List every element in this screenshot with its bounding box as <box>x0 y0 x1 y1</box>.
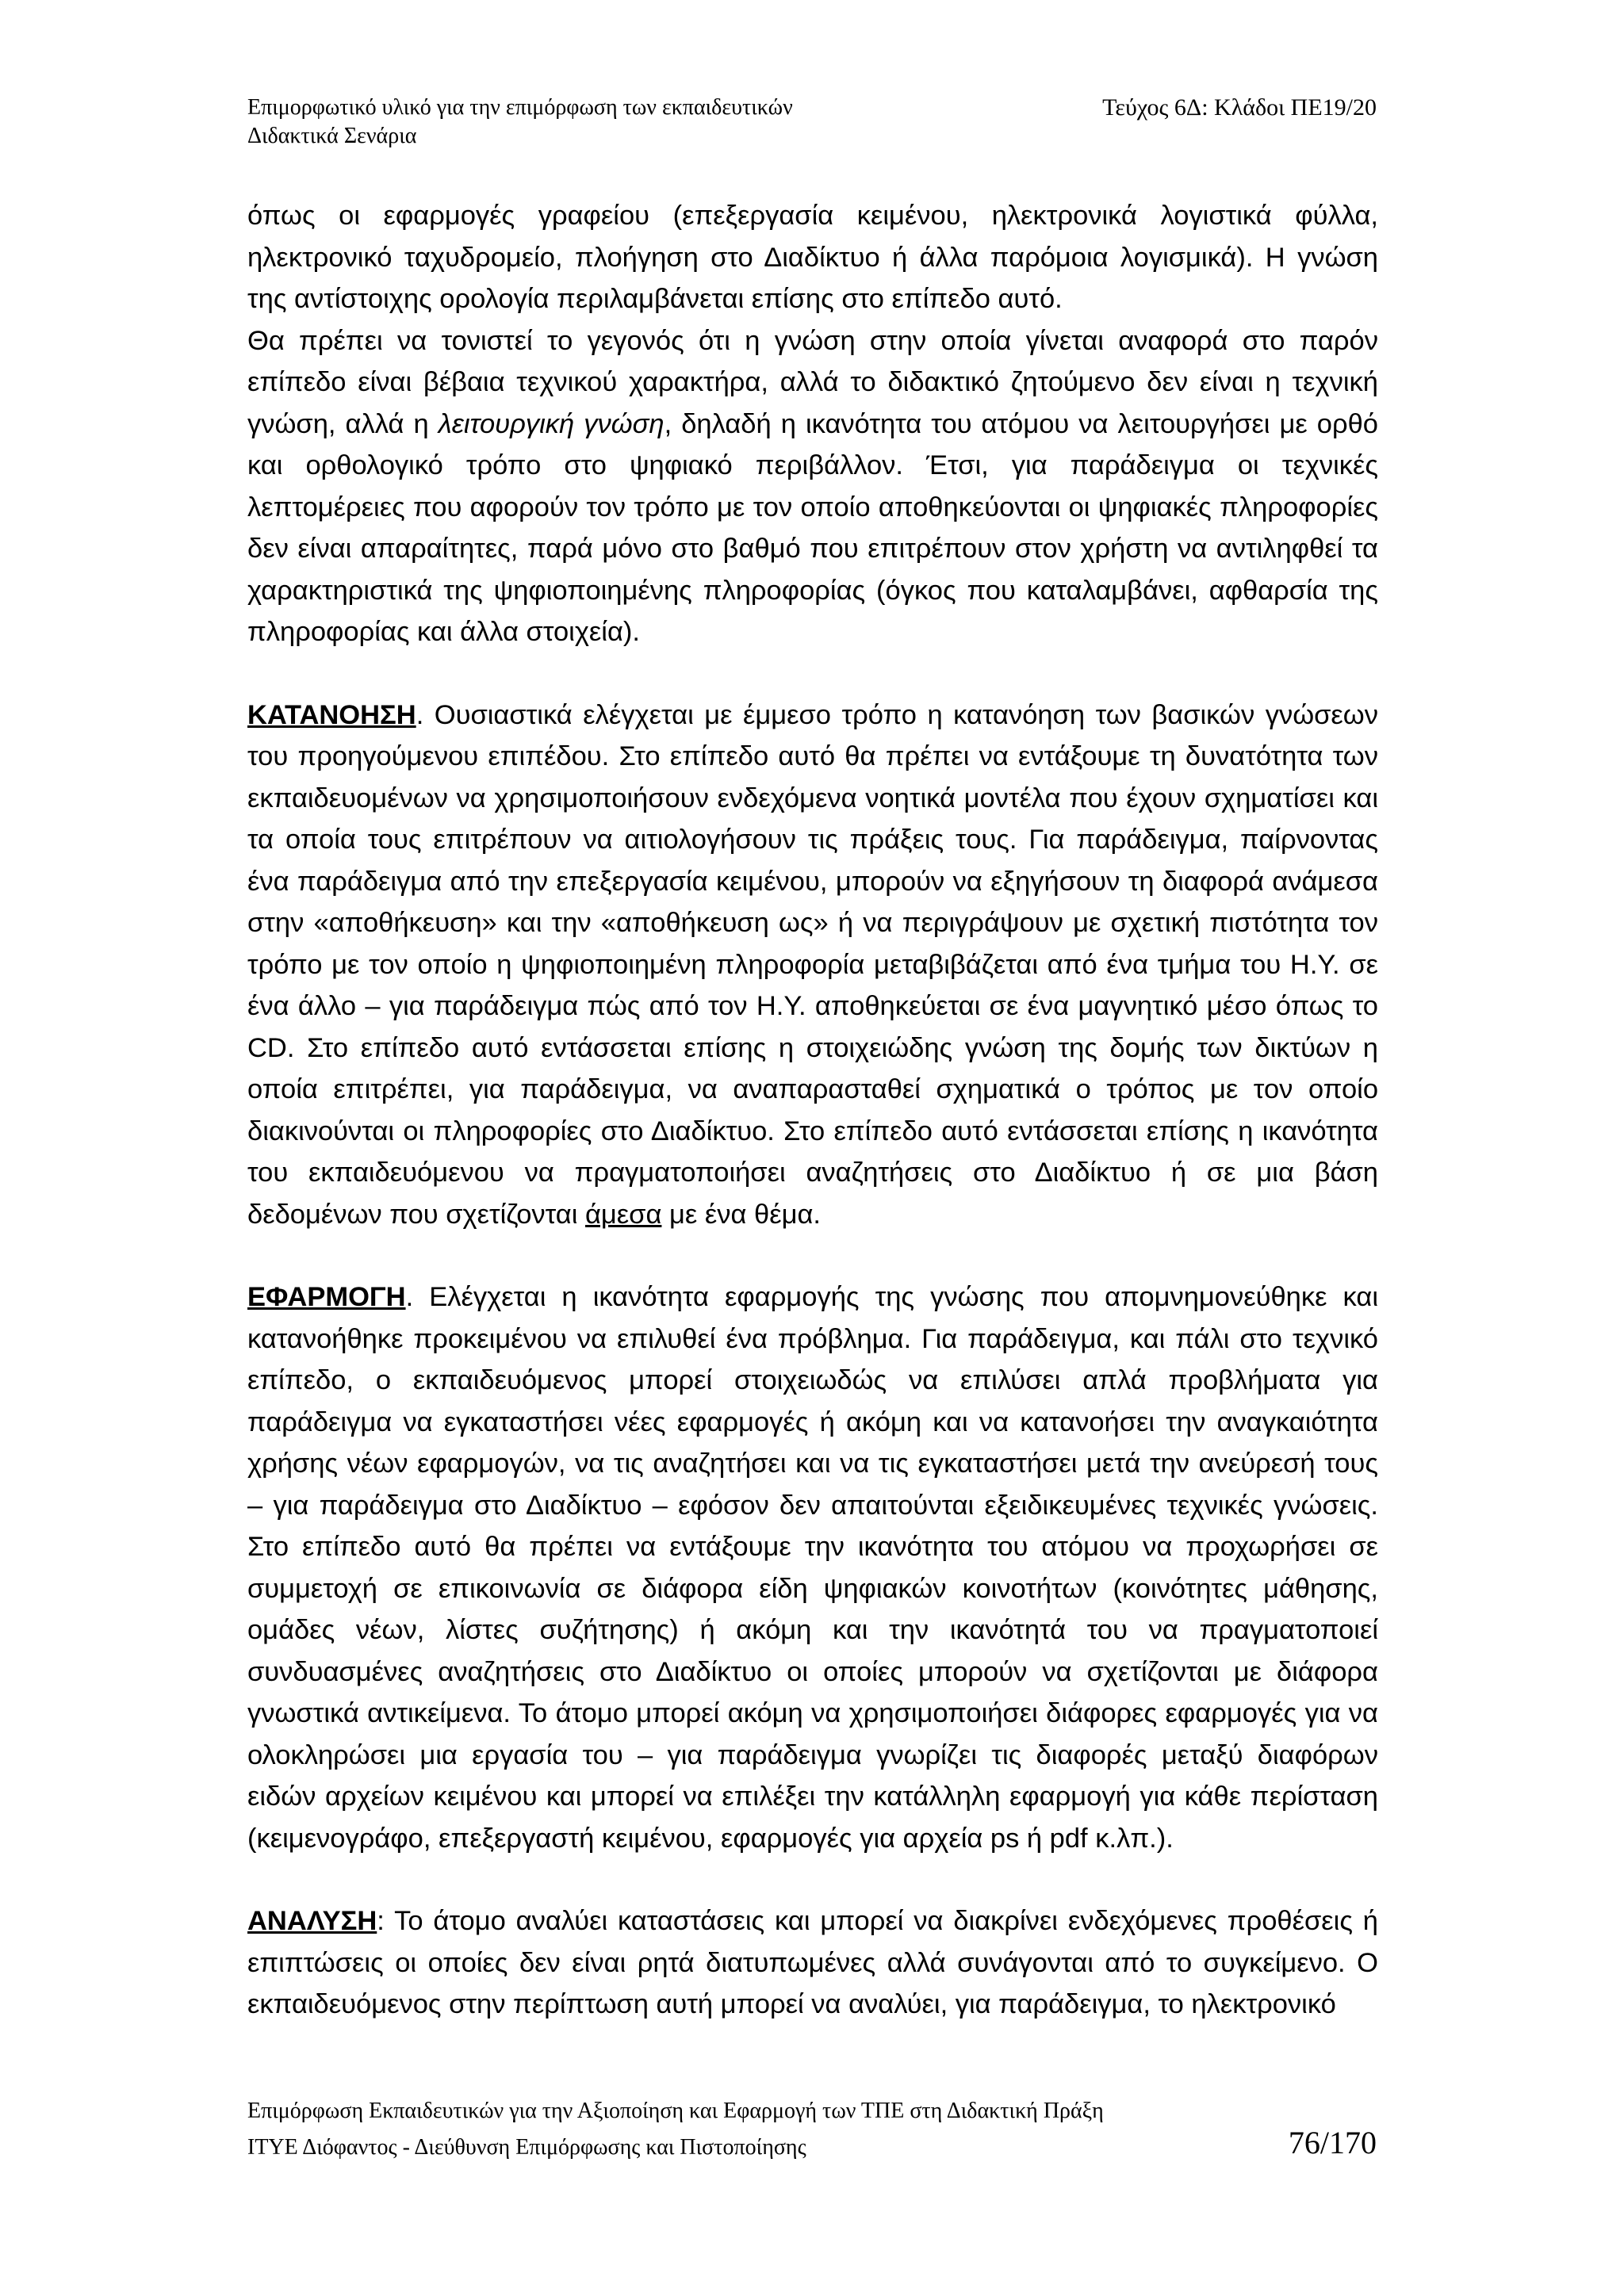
paragraph-2-text-b: , δηλαδή η ικανότητα του ατόμου να λειτουργήσει με ορθό και ορθολογικό τρόπο στο ψηφιακό περιβάλλον. Έτσι, για παράδειγμα οι τεχνικές λεπτομέρειες που αφορούν τον τρόπο με τον οποίο αποθηκεύονται οι ψηφιακές πληροφορίες δεν είναι απαραίτητες, παρά μόνο στο βαθμό που επιτρέπουν στον χρήστη να αντιληφθεί τα χαρακτηριστικά της ψηφιοποιημένης πληροφορίας (όγκος που καταλαμβάνει, αφθαρσία της πληροφορίας και άλλα στοιχεία). <box>247 408 1378 647</box>
page-footer <box>247 2093 1377 2166</box>
header-left <box>247 94 793 151</box>
paragraph-2 <box>247 320 1378 653</box>
header-issue: Τεύχος 6Δ: Κλάδοι ΠΕ19/20 <box>1102 94 1377 121</box>
footer-title: Επιμόρφωση Εκπαιδευτικών για την Αξιοποίηση και Εφαρμογή των ΤΠΕ στη Διδακτική Πράξη <box>247 2099 1104 2123</box>
paragraph-1: όπως οι εφαρμογές γραφείου (επεξεργασία κειμένου, ηλεκτρονικά λογιστικά φύλλα, ηλεκτρονικό ταχυδρομείο, πλοήγηση στο Διαδίκτυο ή άλλα παρόμοια λογισμικά). Η γνώση της αντίστοιχης ορολογία περιλαμβάνεται επίσης στο επίπεδο αυτό. <box>247 201 1378 314</box>
paragraph-comprehension-text-a: . Ουσιαστικά ελέγχεται με έμμεσο τρόπο η κατανόηση των βασικών γνώσεων του προηγούμενου επιπέδου. Στο επίπεδο αυτό θα πρέπει να εντάξουμε τη δυνατότητα των εκπαιδευομένων να χρησιμοποιήσουν ενδεχόμενα νοητικά μοντέλα που έχουν σχηματίσει και τα οποία τους επιτρέπουν να αιτιολογήσουν τις πράξεις τους. Για παράδειγμα, παίρνοντας ένα παράδειγμα από την επεξεργασία κειμένου, μπορούν να εξηγήσουν τη διαφορά ανάμεσα στην «αποθήκευση» και την «αποθήκευση ως» ή να περιγράψουν με σχετική πιστότητα τον τρόπο με τον οποίο η ψηφιοποιημένη πληροφορία μεταβιβάζεται από ένα τμήμα του Η.Υ. σε ένα άλλο – για παράδειγμα πώς από τον Η.Υ. αποθηκεύεται σε ένα μαγνητικό μέσο όπως το CD. Στο επίπεδο αυτό εντάσσεται επίσης η στοιχειώδης γνώση της δομής των δικτύων η οποία επιτρέπει, για παράδειγμα, να αναπαρασταθεί σχηματικά ο τρόπος με τον οποίο διακινούνται οι πληροφορίες στο Διαδίκτυο. Στο επίπεδο αυτό εντάσσεται επίσης η ικανότητα του εκπαιδευόμενου να πραγματοποιήσει αναζητήσεις στο Διαδίκτυο ή σε μια βάση δεδομένων που σχετίζονται <box>247 699 1378 1230</box>
paragraph-analysis <box>247 1900 1378 2026</box>
paragraph-comprehension-text-b: με ένα θέμα. <box>661 1199 821 1230</box>
page-number: 76/170 <box>1288 2125 1377 2160</box>
paragraph-analysis-text: : Το άτομο αναλύει καταστάσεις και μπορεί να διακρίνει ενδεχόμενες προθέσεις ή επιπτώσεις οι οποίες δεν είναι ρητά διατυπωμένες αλλά συνάγονται από το συγκείμενο. Ο εκπαιδευόμενος στην περίπτωση αυτή μπορεί να αναλύει, για παράδειγμα, το ηλεκτρονικό <box>247 1906 1378 2019</box>
paragraph-application <box>247 1276 1378 1859</box>
footer-line-2 <box>247 2125 1377 2166</box>
paragraph-application-text: . Ελέγχεται η ικανότητα εφαρμογής της γνώσης που απομνημονεύθηκε και κατανοήθηκε προκειμένου να επιλυθεί ένα πρόβλημα. Για παράδειγμα, και πάλι στο τεχνικό επίπεδο, ο εκπαιδευόμενος μπορεί στοιχειωδώς να επιλύσει απλά προβλήματα για παράδειγμα να εγκαταστήσει νέες εφαρμογές ή ακόμη και να κατανοήσει την αναγκαιότητα χρήσης νέων εφαρμογών, να τις αναζητήσει και να τις εγκαταστήσει μετά την ανεύρεσή τους – για παράδειγμα στο Διαδίκτυο – εφόσον δεν απαιτούνται εξειδικευμένες τεχνικές γνώσεις. Στο επίπεδο αυτό θα πρέπει να εντάξουμε την ικανότητα του ατόμου να προχωρήσει σε συμμετοχή σε επικοινωνία σε διάφορα είδη ψηφιακών κοινοτήτων (κοινότητες μάθησης, ομάδες νέων, λίστες συζήτησης) ή ακόμη και την ικανότητά του να πραγματοποιεί συνδυασμένες αναζητήσεις στο Διαδίκτυο οι οποίες μπορούν να σχετίζονται με διάφορα γνωστικά αντικείμενα. Το άτομο μπορεί ακόμη να χρησιμοποιήσει διάφορες εφαρμογές για να ολοκληρώσει μια εργασία του – για παράδειγμα γνωρίζει τις διαφορές μεταξύ διαφόρων ειδών αρχείων κειμένου και μπορεί να επιλέξει την κατάλληλη εφαρμογή για κάθε περίσταση (κειμενογράφο, επεξεργαστή κειμένου, εφαρμογές για αρχεία ps ή pdf κ.λπ.). <box>247 1282 1378 1854</box>
term-analysis: ΑΝΑΛΥΣΗ <box>247 1906 377 1936</box>
functional-knowledge-emphasis: λειτουργική γνώση <box>438 408 665 439</box>
term-comprehension: ΚΑΤΑΝΟΗΣΗ <box>247 699 416 730</box>
header-title: Επιμορφωτικό υλικό για την επιμόρφωση των εκπαιδευτικών <box>247 95 793 120</box>
header-subtitle: Διδακτικά Σενάρια <box>247 124 417 148</box>
page-body <box>247 195 1378 2026</box>
footer-organization: ΙΤΥΕ Διόφαντος - Διεύθυνση Επιμόρφωσης και Πιστοποίησης <box>247 2135 806 2160</box>
underlined-directly: άμεσα <box>584 1199 662 1230</box>
paragraph-comprehension <box>247 695 1378 1236</box>
term-application: ΕΦΑΡΜΟΓΗ <box>247 1282 406 1312</box>
paragraph-2-text-a: Θα πρέπει να τονιστεί το γεγονός ότι η γνώση στην οποία γίνεται αναφορά στο παρόν επίπεδο είναι βέβαια τεχνικού χαρακτήρα, αλλά το διδακτικό ζητούμενο δεν είναι η τεχνική γνώση, αλλά η <box>247 325 1378 439</box>
